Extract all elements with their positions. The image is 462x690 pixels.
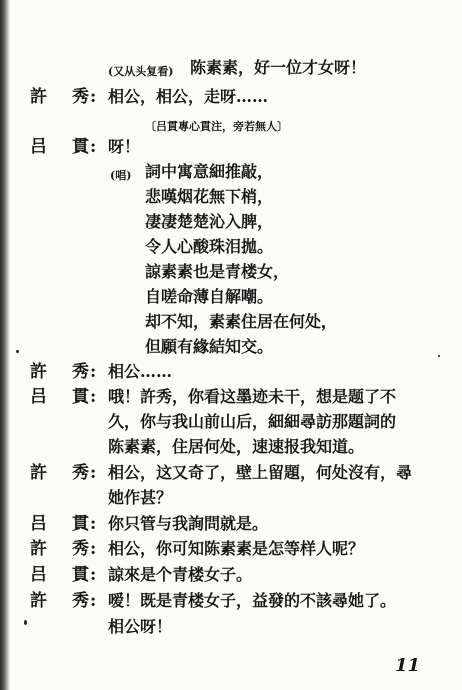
speaker-colon: : [90,539,97,559]
verse-line: 令人心酸珠泪拋。 [145,237,274,256]
speaker-name: 貫 [72,137,89,157]
dialogue-text: 哦！許秀，你看这墨迹未干，想是题了不 [108,387,397,406]
speaker-name: 許 [30,591,47,611]
speaker-colon: : [90,565,97,585]
dialogue-continuation: 陈素素，住居何处，速速报我知道。 [108,437,365,456]
dialogue-continuation: 久，你与我山前山后，細細尋訪那題詞的 [108,412,397,431]
verse-line: 自嗟命薄自解嘲。 [145,287,274,306]
speaker-name: 許 [30,87,47,107]
ink-speck [16,350,19,353]
speaker-name: 貫 [72,387,89,407]
dialogue-text: 嗳！既是青楼女子，益發的不該尋她了。 [108,591,397,610]
speaker-name: 許 [30,539,47,559]
dialogue-text: 相公，你可知陈素素是怎等样人呢？ [108,539,365,558]
speaker-name: 貫 [72,514,89,534]
dialogue-text: 呀！ [108,137,141,156]
speaker-name: 秀 [72,591,89,611]
stage-direction: (唱) [110,169,132,182]
verse-line: 悲嘆烟花無下梢， [145,187,274,206]
speaker-colon: : [90,137,97,157]
dialogue-continuation: 相公呀！ [108,617,173,636]
ink-speck [438,355,440,357]
speaker-name: 秀 [72,539,89,559]
verse-line: 但願有緣結知交。 [145,337,274,356]
speaker-colon: : [90,514,97,534]
speaker-colon: : [90,463,97,483]
dialogue-continuation: 她作甚？ [108,488,173,507]
speaker-name: 吕 [30,565,47,585]
dialogue-text: 你只管与我詢問就是。 [108,514,269,533]
stage-direction: (又从头复看) [108,65,174,78]
page-number: 11 [395,655,421,676]
verse-line: 諒素素也是青楼女， [145,262,290,281]
dialogue-text: 相公，这又奇了，壁上留題，何处沒有，尋 [108,463,413,482]
speaker-colon: : [90,591,97,611]
speaker-colon: : [90,362,97,382]
stage-direction: 〔吕貫專心貫注，旁若無人〕 [145,120,288,133]
speaker-colon: : [90,387,97,407]
speaker-name: 吕 [30,387,47,407]
speaker-colon: : [90,87,97,107]
speaker-name: 秀 [72,362,89,382]
speaker-name: 吕 [30,137,47,157]
dialogue-text: 相公…… [108,362,173,381]
dialogue-text: 相公，相公，走呀…… [108,87,269,106]
speaker-name: 貫 [72,565,89,585]
dialogue-text: 諒來是个青楼女子。 [108,565,253,584]
speaker-name: 許 [30,463,47,483]
dialogue-text: 陈素素，好一位才女呀！ [190,58,367,77]
speaker-name: 吕 [30,514,47,534]
ink-speck [24,620,27,625]
verse-line: 詞中寓意細推敲， [145,162,274,181]
speaker-name: 許 [30,362,47,382]
speaker-name: 秀 [72,463,89,483]
speaker-name: 秀 [72,87,89,107]
book-spine-shadow [0,0,10,690]
verse-line: 凄凄楚楚沁入脾， [145,212,274,231]
verse-line: 却不知，素素住居在何处， [145,312,338,331]
